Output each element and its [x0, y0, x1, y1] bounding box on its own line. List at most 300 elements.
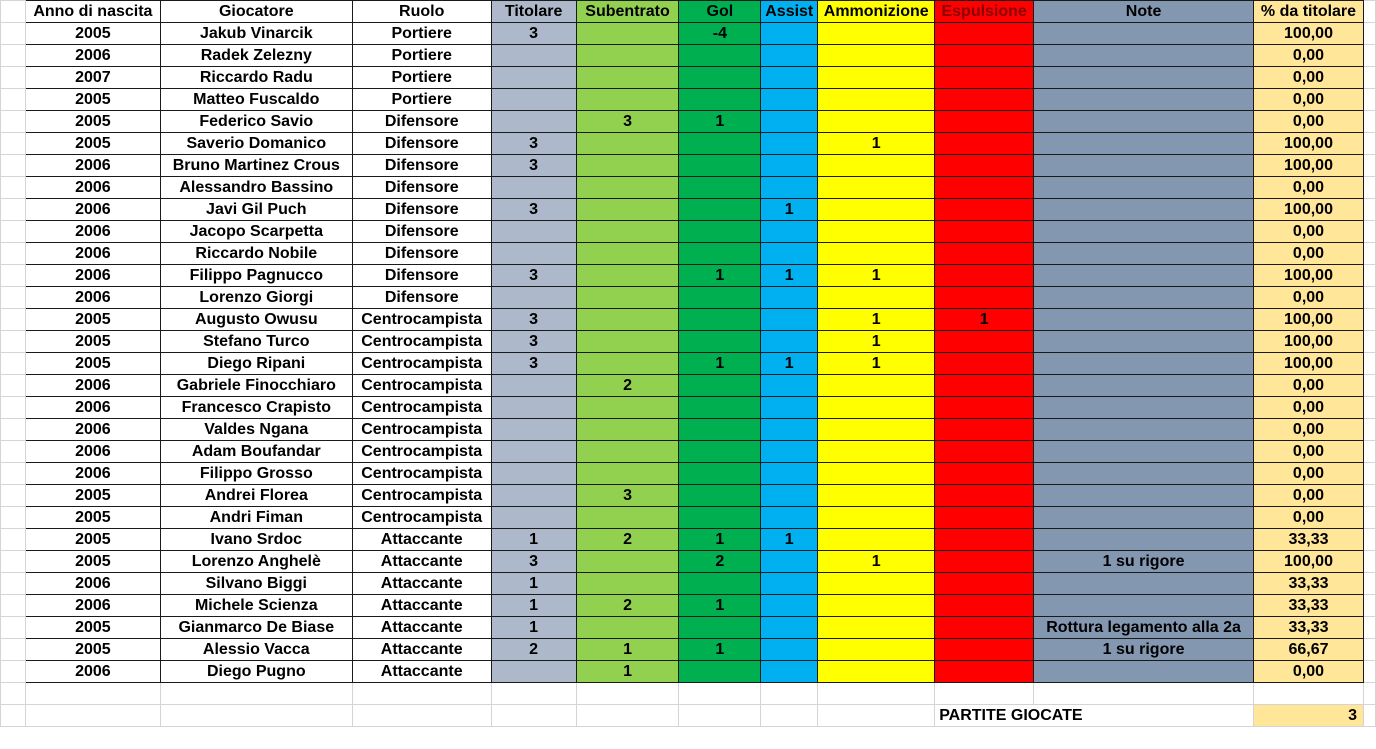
cell-note[interactable] — [1034, 573, 1254, 595]
cell-subentrato[interactable] — [576, 463, 679, 485]
cell-ruolo[interactable]: Centrocampista — [352, 485, 491, 507]
cell-percentuale[interactable]: 0,00 — [1254, 485, 1364, 507]
empty-cell[interactable] — [25, 683, 160, 705]
empty-cell[interactable] — [1363, 419, 1375, 441]
header-ruolo[interactable]: Ruolo — [352, 1, 491, 23]
empty-cell[interactable] — [1, 89, 26, 111]
empty-cell[interactable] — [1363, 155, 1375, 177]
cell-espulsione[interactable] — [935, 375, 1034, 397]
cell-anno[interactable]: 2006 — [25, 661, 160, 683]
cell-percentuale[interactable]: 0,00 — [1254, 177, 1364, 199]
cell-note[interactable]: 1 su rigore — [1034, 639, 1254, 661]
cell-assist[interactable] — [761, 441, 818, 463]
header-subentrato[interactable]: Subentrato — [576, 1, 679, 23]
cell-percentuale[interactable]: 33,33 — [1254, 595, 1364, 617]
cell-assist[interactable] — [761, 177, 818, 199]
empty-cell[interactable] — [1, 133, 26, 155]
empty-cell[interactable] — [1363, 89, 1375, 111]
header-ammonizione[interactable]: Ammonizione — [818, 1, 935, 23]
cell-assist[interactable]: 1 — [761, 265, 818, 287]
cell-ammonizione[interactable]: 1 — [818, 309, 935, 331]
cell-giocatore[interactable]: Bruno Martinez Crous — [160, 155, 352, 177]
empty-cell[interactable] — [1, 67, 26, 89]
cell-percentuale[interactable]: 33,33 — [1254, 573, 1364, 595]
cell-subentrato[interactable] — [576, 45, 679, 67]
empty-cell[interactable] — [1363, 507, 1375, 529]
cell-giocatore[interactable]: Jakub Vinarcik — [160, 23, 352, 45]
cell-titolare[interactable]: 3 — [491, 353, 576, 375]
cell-anno[interactable]: 2006 — [25, 419, 160, 441]
cell-giocatore[interactable]: Andri Fiman — [160, 507, 352, 529]
cell-espulsione[interactable] — [935, 419, 1034, 441]
cell-gol[interactable] — [679, 661, 761, 683]
empty-cell[interactable] — [1363, 551, 1375, 573]
cell-anno[interactable]: 2006 — [25, 441, 160, 463]
cell-note[interactable] — [1034, 155, 1254, 177]
empty-cell[interactable] — [1, 287, 26, 309]
cell-note[interactable] — [1034, 265, 1254, 287]
cell-titolare[interactable] — [491, 221, 576, 243]
cell-ruolo[interactable]: Centrocampista — [352, 309, 491, 331]
empty-cell[interactable] — [1, 111, 26, 133]
cell-gol[interactable] — [679, 419, 761, 441]
cell-giocatore[interactable]: Augusto Owusu — [160, 309, 352, 331]
empty-cell[interactable] — [1, 595, 26, 617]
cell-ruolo[interactable]: Portiere — [352, 23, 491, 45]
cell-espulsione[interactable] — [935, 551, 1034, 573]
cell-titolare[interactable]: 1 — [491, 573, 576, 595]
partite-giocate-label[interactable]: PARTITE GIOCATE — [935, 705, 1254, 727]
cell-giocatore[interactable]: Lorenzo Anghelè — [160, 551, 352, 573]
cell-percentuale[interactable]: 0,00 — [1254, 441, 1364, 463]
cell-percentuale[interactable]: 0,00 — [1254, 243, 1364, 265]
empty-cell[interactable] — [761, 683, 818, 705]
cell-note[interactable] — [1034, 331, 1254, 353]
empty-cell[interactable] — [1, 199, 26, 221]
cell-subentrato[interactable] — [576, 199, 679, 221]
cell-percentuale[interactable]: 100,00 — [1254, 133, 1364, 155]
cell-percentuale[interactable]: 100,00 — [1254, 551, 1364, 573]
empty-cell[interactable] — [1254, 683, 1364, 705]
cell-espulsione[interactable] — [935, 353, 1034, 375]
cell-gol[interactable] — [679, 617, 761, 639]
cell-giocatore[interactable]: Javi Gil Puch — [160, 199, 352, 221]
cell-titolare[interactable] — [491, 661, 576, 683]
cell-giocatore[interactable]: Diego Pugno — [160, 661, 352, 683]
cell-subentrato[interactable] — [576, 419, 679, 441]
cell-gol[interactable] — [679, 573, 761, 595]
cell-titolare[interactable] — [491, 507, 576, 529]
cell-anno[interactable]: 2006 — [25, 221, 160, 243]
cell-ruolo[interactable]: Centrocampista — [352, 441, 491, 463]
cell-subentrato[interactable] — [576, 507, 679, 529]
cell-percentuale[interactable]: 33,33 — [1254, 529, 1364, 551]
cell-percentuale[interactable]: 100,00 — [1254, 353, 1364, 375]
cell-subentrato[interactable]: 1 — [576, 639, 679, 661]
cell-percentuale[interactable]: 100,00 — [1254, 265, 1364, 287]
cell-anno[interactable]: 2005 — [25, 133, 160, 155]
empty-cell[interactable] — [576, 705, 679, 727]
cell-giocatore[interactable]: Alessandro Bassino — [160, 177, 352, 199]
empty-cell[interactable] — [1, 551, 26, 573]
empty-cell[interactable] — [1, 397, 26, 419]
empty-cell[interactable] — [160, 683, 352, 705]
cell-ammonizione[interactable] — [818, 23, 935, 45]
empty-cell[interactable] — [1363, 485, 1375, 507]
cell-ammonizione[interactable] — [818, 155, 935, 177]
cell-gol[interactable]: 1 — [679, 111, 761, 133]
cell-ammonizione[interactable]: 1 — [818, 265, 935, 287]
cell-espulsione[interactable] — [935, 67, 1034, 89]
cell-percentuale[interactable]: 0,00 — [1254, 661, 1364, 683]
cell-subentrato[interactable] — [576, 287, 679, 309]
cell-anno[interactable]: 2006 — [25, 397, 160, 419]
empty-cell[interactable] — [1363, 661, 1375, 683]
empty-cell[interactable] — [1, 705, 26, 727]
empty-cell[interactable] — [1, 331, 26, 353]
empty-cell[interactable] — [1, 177, 26, 199]
cell-assist[interactable] — [761, 661, 818, 683]
empty-cell[interactable] — [1, 441, 26, 463]
cell-subentrato[interactable] — [576, 573, 679, 595]
cell-assist[interactable] — [761, 155, 818, 177]
cell-ammonizione[interactable]: 1 — [818, 353, 935, 375]
cell-assist[interactable] — [761, 67, 818, 89]
cell-giocatore[interactable]: Diego Ripani — [160, 353, 352, 375]
empty-cell[interactable] — [1363, 199, 1375, 221]
cell-ruolo[interactable]: Difensore — [352, 199, 491, 221]
cell-anno[interactable]: 2006 — [25, 243, 160, 265]
cell-gol[interactable]: 1 — [679, 639, 761, 661]
cell-subentrato[interactable] — [576, 221, 679, 243]
cell-assist[interactable] — [761, 221, 818, 243]
cell-percentuale[interactable]: 100,00 — [1254, 199, 1364, 221]
cell-espulsione[interactable] — [935, 221, 1034, 243]
cell-gol[interactable]: 1 — [679, 353, 761, 375]
empty-cell[interactable] — [1, 221, 26, 243]
cell-subentrato[interactable] — [576, 89, 679, 111]
cell-subentrato[interactable] — [576, 133, 679, 155]
cell-subentrato[interactable]: 2 — [576, 375, 679, 397]
cell-anno[interactable]: 2005 — [25, 89, 160, 111]
empty-cell[interactable] — [1, 45, 26, 67]
cell-ruolo[interactable]: Difensore — [352, 243, 491, 265]
empty-cell[interactable] — [491, 705, 576, 727]
cell-titolare[interactable] — [491, 441, 576, 463]
cell-anno[interactable]: 2005 — [25, 639, 160, 661]
cell-gol[interactable] — [679, 441, 761, 463]
empty-cell[interactable] — [25, 705, 160, 727]
cell-ruolo[interactable]: Difensore — [352, 177, 491, 199]
cell-titolare[interactable] — [491, 397, 576, 419]
empty-cell[interactable] — [160, 705, 352, 727]
cell-ammonizione[interactable]: 1 — [818, 133, 935, 155]
cell-subentrato[interactable] — [576, 551, 679, 573]
cell-ammonizione[interactable] — [818, 67, 935, 89]
cell-gol[interactable] — [679, 309, 761, 331]
cell-ruolo[interactable]: Difensore — [352, 221, 491, 243]
cell-ruolo[interactable]: Centrocampista — [352, 419, 491, 441]
cell-percentuale[interactable]: 100,00 — [1254, 155, 1364, 177]
cell-gol[interactable] — [679, 397, 761, 419]
cell-espulsione[interactable] — [935, 485, 1034, 507]
cell-note[interactable] — [1034, 441, 1254, 463]
cell-titolare[interactable]: 3 — [491, 155, 576, 177]
empty-cell[interactable] — [1, 155, 26, 177]
header-giocatore[interactable]: Giocatore — [160, 1, 352, 23]
cell-percentuale[interactable]: 33,33 — [1254, 617, 1364, 639]
cell-assist[interactable] — [761, 419, 818, 441]
cell-anno[interactable]: 2005 — [25, 111, 160, 133]
cell-gol[interactable]: 1 — [679, 529, 761, 551]
cell-subentrato[interactable] — [576, 243, 679, 265]
cell-ruolo[interactable]: Attaccante — [352, 573, 491, 595]
cell-note[interactable] — [1034, 177, 1254, 199]
empty-cell[interactable] — [1363, 221, 1375, 243]
cell-note[interactable] — [1034, 309, 1254, 331]
cell-ruolo[interactable]: Centrocampista — [352, 353, 491, 375]
cell-titolare[interactable]: 3 — [491, 23, 576, 45]
cell-anno[interactable]: 2006 — [25, 463, 160, 485]
cell-assist[interactable] — [761, 507, 818, 529]
header-note[interactable]: Note — [1034, 1, 1254, 23]
cell-giocatore[interactable]: Alessio Vacca — [160, 639, 352, 661]
empty-cell[interactable] — [1, 419, 26, 441]
empty-cell[interactable] — [1, 661, 26, 683]
empty-cell[interactable] — [1363, 683, 1375, 705]
cell-note[interactable]: Rottura legamento alla 2a — [1034, 617, 1254, 639]
cell-ammonizione[interactable] — [818, 639, 935, 661]
cell-ammonizione[interactable] — [818, 111, 935, 133]
cell-ruolo[interactable]: Attaccante — [352, 595, 491, 617]
cell-ammonizione[interactable] — [818, 419, 935, 441]
cell-anno[interactable]: 2006 — [25, 155, 160, 177]
cell-ammonizione[interactable]: 1 — [818, 331, 935, 353]
cell-anno[interactable]: 2005 — [25, 617, 160, 639]
cell-note[interactable] — [1034, 221, 1254, 243]
cell-espulsione[interactable] — [935, 331, 1034, 353]
cell-ammonizione[interactable] — [818, 45, 935, 67]
empty-cell[interactable] — [679, 705, 761, 727]
empty-cell[interactable] — [1, 683, 26, 705]
empty-cell[interactable] — [491, 683, 576, 705]
cell-ruolo[interactable]: Attaccante — [352, 639, 491, 661]
cell-subentrato[interactable] — [576, 155, 679, 177]
empty-cell[interactable] — [818, 683, 935, 705]
cell-subentrato[interactable]: 2 — [576, 595, 679, 617]
cell-gol[interactable] — [679, 331, 761, 353]
cell-giocatore[interactable]: Stefano Turco — [160, 331, 352, 353]
cell-assist[interactable] — [761, 463, 818, 485]
cell-titolare[interactable]: 3 — [491, 551, 576, 573]
cell-note[interactable] — [1034, 111, 1254, 133]
cell-subentrato[interactable] — [576, 67, 679, 89]
cell-giocatore[interactable]: Adam Boufandar — [160, 441, 352, 463]
cell-percentuale[interactable]: 100,00 — [1254, 309, 1364, 331]
cell-ammonizione[interactable] — [818, 375, 935, 397]
cell-titolare[interactable] — [491, 45, 576, 67]
cell-espulsione[interactable] — [935, 639, 1034, 661]
cell-gol[interactable] — [679, 485, 761, 507]
cell-assist[interactable] — [761, 639, 818, 661]
cell-assist[interactable] — [761, 485, 818, 507]
empty-cell[interactable] — [1, 243, 26, 265]
cell-assist[interactable] — [761, 617, 818, 639]
cell-assist[interactable] — [761, 573, 818, 595]
header-assist[interactable]: Assist — [761, 1, 818, 23]
cell-anno[interactable]: 2006 — [25, 287, 160, 309]
empty-cell[interactable] — [1363, 595, 1375, 617]
cell-giocatore[interactable]: Gabriele Finocchiaro — [160, 375, 352, 397]
empty-cell[interactable] — [1, 573, 26, 595]
header-espulsione[interactable]: Espulsione — [935, 1, 1034, 23]
cell-subentrato[interactable] — [576, 353, 679, 375]
cell-assist[interactable] — [761, 243, 818, 265]
cell-note[interactable] — [1034, 529, 1254, 551]
cell-giocatore[interactable]: Matteo Fuscaldo — [160, 89, 352, 111]
cell-assist[interactable] — [761, 45, 818, 67]
cell-gol[interactable] — [679, 199, 761, 221]
empty-cell[interactable] — [1363, 243, 1375, 265]
cell-espulsione[interactable] — [935, 595, 1034, 617]
cell-giocatore[interactable]: Filippo Pagnucco — [160, 265, 352, 287]
cell-subentrato[interactable]: 3 — [576, 111, 679, 133]
empty-cell[interactable] — [1363, 177, 1375, 199]
cell-ruolo[interactable]: Centrocampista — [352, 375, 491, 397]
cell-titolare[interactable] — [491, 287, 576, 309]
cell-espulsione[interactable] — [935, 441, 1034, 463]
cell-espulsione[interactable] — [935, 155, 1034, 177]
cell-percentuale[interactable]: 0,00 — [1254, 463, 1364, 485]
cell-note[interactable] — [1034, 287, 1254, 309]
cell-note[interactable] — [1034, 199, 1254, 221]
cell-ammonizione[interactable] — [818, 89, 935, 111]
cell-anno[interactable]: 2005 — [25, 529, 160, 551]
empty-cell[interactable] — [679, 683, 761, 705]
cell-anno[interactable]: 2006 — [25, 45, 160, 67]
cell-titolare[interactable] — [491, 485, 576, 507]
cell-espulsione[interactable] — [935, 177, 1034, 199]
cell-ruolo[interactable]: Difensore — [352, 287, 491, 309]
cell-espulsione[interactable] — [935, 243, 1034, 265]
cell-espulsione[interactable] — [935, 397, 1034, 419]
empty-cell[interactable] — [1363, 397, 1375, 419]
cell-titolare[interactable]: 2 — [491, 639, 576, 661]
cell-percentuale[interactable]: 0,00 — [1254, 419, 1364, 441]
cell-titolare[interactable] — [491, 111, 576, 133]
cell-note[interactable] — [1034, 595, 1254, 617]
cell-percentuale[interactable]: 0,00 — [1254, 287, 1364, 309]
empty-cell[interactable] — [1363, 265, 1375, 287]
cell-subentrato[interactable]: 2 — [576, 529, 679, 551]
cell-anno[interactable]: 2006 — [25, 177, 160, 199]
cell-note[interactable] — [1034, 419, 1254, 441]
empty-cell[interactable] — [1, 309, 26, 331]
cell-gol[interactable] — [679, 507, 761, 529]
cell-gol[interactable] — [679, 67, 761, 89]
cell-giocatore[interactable]: Silvano Biggi — [160, 573, 352, 595]
cell-anno[interactable]: 2005 — [25, 331, 160, 353]
cell-note[interactable] — [1034, 485, 1254, 507]
cell-ruolo[interactable]: Attaccante — [352, 661, 491, 683]
cell-espulsione[interactable] — [935, 265, 1034, 287]
cell-note[interactable] — [1034, 23, 1254, 45]
cell-assist[interactable] — [761, 287, 818, 309]
cell-ammonizione[interactable] — [818, 287, 935, 309]
cell-gol[interactable] — [679, 221, 761, 243]
cell-subentrato[interactable] — [576, 397, 679, 419]
cell-ammonizione[interactable]: 1 — [818, 551, 935, 573]
cell-espulsione[interactable] — [935, 463, 1034, 485]
empty-cell[interactable] — [1, 265, 26, 287]
cell-gol[interactable]: 1 — [679, 595, 761, 617]
cell-note[interactable] — [1034, 89, 1254, 111]
empty-cell[interactable] — [1363, 639, 1375, 661]
cell-note[interactable] — [1034, 507, 1254, 529]
cell-subentrato[interactable] — [576, 177, 679, 199]
cell-titolare[interactable] — [491, 419, 576, 441]
cell-giocatore[interactable]: Andrei Florea — [160, 485, 352, 507]
empty-cell[interactable] — [1, 1, 26, 23]
cell-espulsione[interactable]: 1 — [935, 309, 1034, 331]
cell-anno[interactable]: 2005 — [25, 551, 160, 573]
cell-ruolo[interactable]: Centrocampista — [352, 463, 491, 485]
cell-percentuale[interactable]: 0,00 — [1254, 45, 1364, 67]
cell-anno[interactable]: 2005 — [25, 485, 160, 507]
cell-ammonizione[interactable] — [818, 595, 935, 617]
empty-cell[interactable] — [1, 639, 26, 661]
cell-subentrato[interactable] — [576, 441, 679, 463]
cell-percentuale[interactable]: 0,00 — [1254, 507, 1364, 529]
cell-assist[interactable]: 1 — [761, 353, 818, 375]
cell-titolare[interactable]: 1 — [491, 529, 576, 551]
cell-titolare[interactable] — [491, 67, 576, 89]
cell-ruolo[interactable]: Portiere — [352, 67, 491, 89]
cell-note[interactable] — [1034, 397, 1254, 419]
cell-giocatore[interactable]: Gianmarco De Biase — [160, 617, 352, 639]
cell-subentrato[interactable] — [576, 23, 679, 45]
empty-cell[interactable] — [1363, 1, 1375, 23]
empty-cell[interactable] — [935, 683, 1034, 705]
cell-giocatore[interactable]: Ivano Srdoc — [160, 529, 352, 551]
cell-gol[interactable]: 1 — [679, 265, 761, 287]
cell-percentuale[interactable]: 0,00 — [1254, 111, 1364, 133]
cell-gol[interactable] — [679, 463, 761, 485]
cell-giocatore[interactable]: Radek Zelezny — [160, 45, 352, 67]
cell-gol[interactable] — [679, 45, 761, 67]
empty-cell[interactable] — [1363, 441, 1375, 463]
cell-espulsione[interactable] — [935, 23, 1034, 45]
cell-note[interactable]: 1 su rigore — [1034, 551, 1254, 573]
cell-percentuale[interactable]: 0,00 — [1254, 67, 1364, 89]
cell-ammonizione[interactable] — [818, 463, 935, 485]
empty-cell[interactable] — [352, 683, 491, 705]
cell-assist[interactable] — [761, 89, 818, 111]
cell-subentrato[interactable] — [576, 265, 679, 287]
cell-titolare[interactable] — [491, 89, 576, 111]
cell-ammonizione[interactable] — [818, 441, 935, 463]
cell-gol[interactable]: 2 — [679, 551, 761, 573]
cell-titolare[interactable]: 3 — [491, 309, 576, 331]
cell-assist[interactable] — [761, 133, 818, 155]
empty-cell[interactable] — [1363, 375, 1375, 397]
empty-cell[interactable] — [1, 463, 26, 485]
empty-cell[interactable] — [1363, 111, 1375, 133]
cell-ammonizione[interactable] — [818, 529, 935, 551]
cell-titolare[interactable]: 3 — [491, 199, 576, 221]
cell-titolare[interactable] — [491, 375, 576, 397]
cell-espulsione[interactable] — [935, 573, 1034, 595]
